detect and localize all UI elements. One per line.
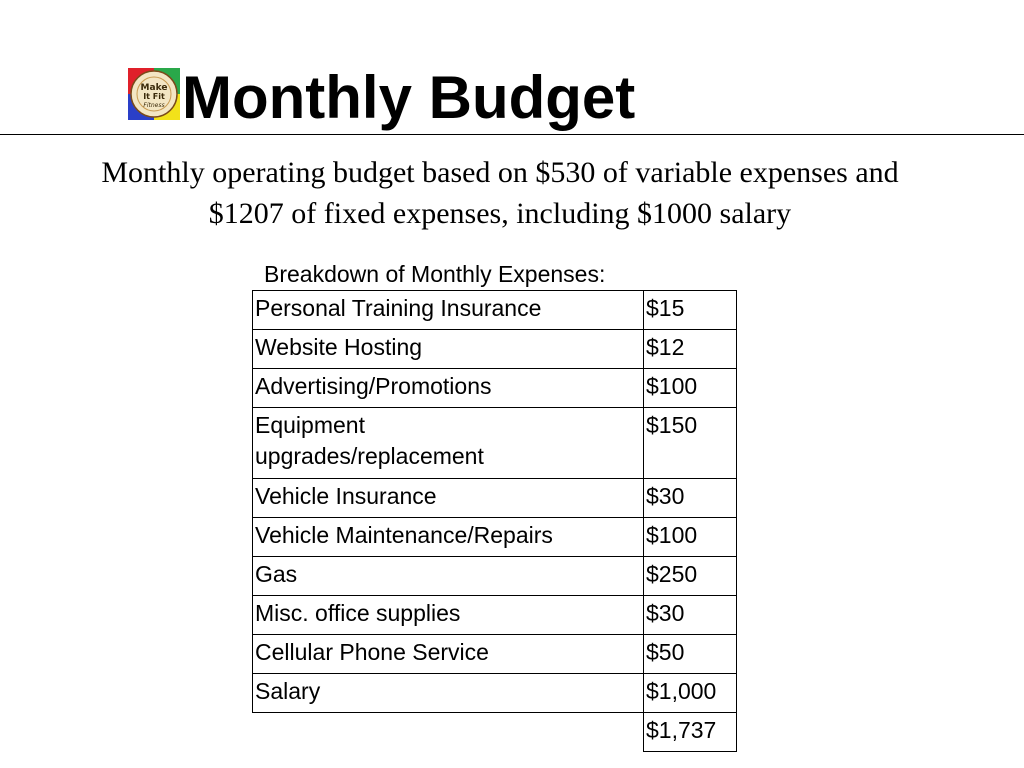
expense-item	[253, 408, 644, 479]
expense-item: Website Hosting	[253, 330, 644, 369]
table-row	[253, 330, 737, 369]
budget-summary	[0, 152, 1000, 234]
table-caption: Breakdown of Monthly Expenses:	[264, 261, 606, 287]
expense-item: Vehicle Maintenance/Repairs	[253, 518, 644, 557]
table-row	[253, 674, 737, 713]
expense-item: Misc. office supplies	[253, 596, 644, 635]
table-row	[253, 557, 737, 596]
svg-text:It Fit: It Fit	[143, 92, 165, 101]
table-row	[253, 408, 737, 479]
expense-amount: $100	[644, 518, 737, 557]
expense-item: Salary	[253, 674, 644, 713]
expense-amount: $15	[644, 291, 737, 330]
expense-item: Vehicle Insurance	[253, 479, 644, 518]
expense-amount: $12	[644, 330, 737, 369]
expense-item: Advertising/Promotions	[253, 369, 644, 408]
company-logo	[128, 68, 180, 120]
title-divider	[0, 134, 1024, 135]
expense-amount: $150	[644, 408, 737, 479]
table-row	[253, 291, 737, 330]
total-label-cell	[253, 713, 644, 752]
expense-amount: $50	[644, 635, 737, 674]
expense-amount: $30	[644, 479, 737, 518]
svg-text:Fitness: Fitness	[143, 102, 165, 109]
expense-amount: $30	[644, 596, 737, 635]
svg-text:Make: Make	[140, 83, 168, 93]
total-amount: $1,737	[644, 713, 737, 752]
page-title: Monthly Budget	[182, 64, 636, 131]
expense-item-line-1: Equipment	[255, 412, 365, 438]
expense-item: Personal Training Insurance	[253, 291, 644, 330]
expense-item: Cellular Phone Service	[253, 635, 644, 674]
expense-item-line-2: upgrades/replacement	[255, 443, 484, 469]
budget-summary-line-2: $1207 of fixed expenses, including $1000 salary	[208, 197, 792, 230]
budget-summary-line-1: Monthly operating budget based on $530 of variable expenses and	[101, 156, 899, 189]
expenses-table	[252, 290, 737, 752]
expense-amount: $100	[644, 369, 737, 408]
table-row	[253, 479, 737, 518]
expense-amount: $1,000	[644, 674, 737, 713]
table-row	[253, 518, 737, 557]
expense-amount: $250	[644, 557, 737, 596]
table-row	[253, 635, 737, 674]
table-row	[253, 596, 737, 635]
total-row	[253, 713, 737, 752]
table-row	[253, 369, 737, 408]
expense-item: Gas	[253, 557, 644, 596]
